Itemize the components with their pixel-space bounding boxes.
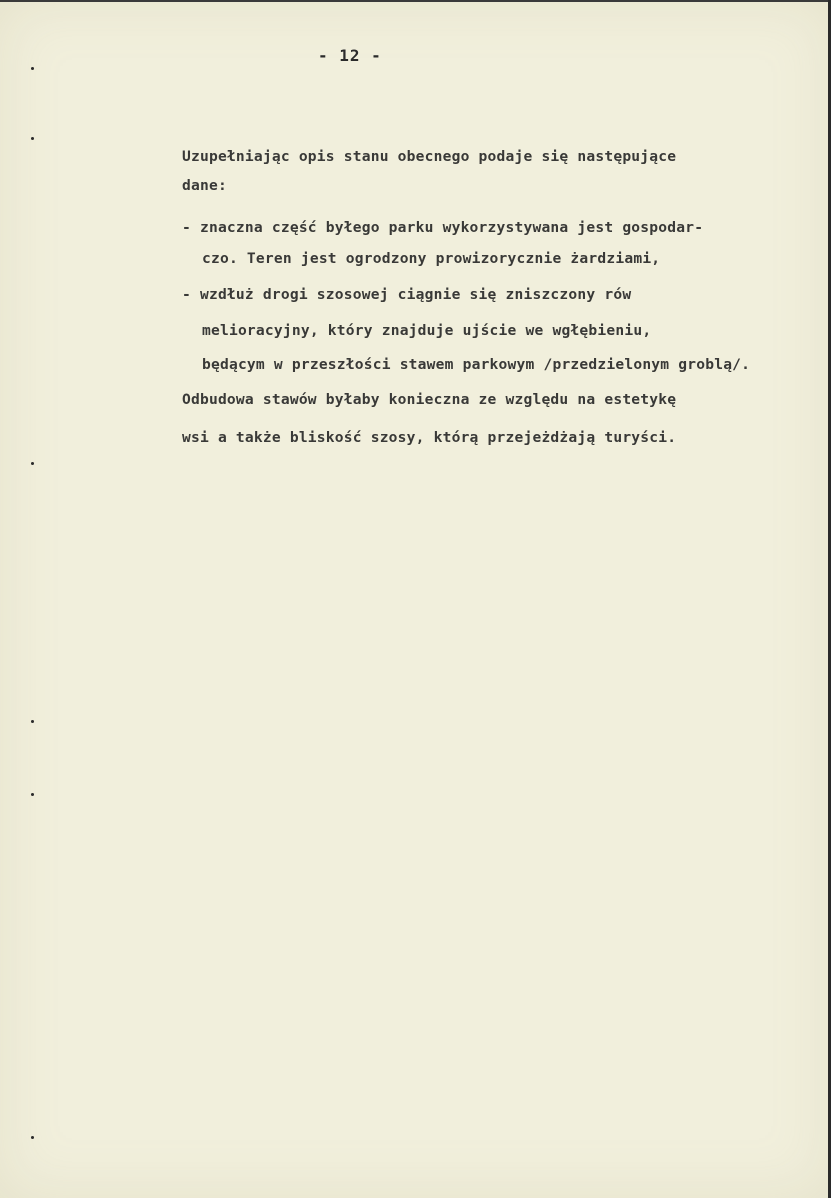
text-line: będącym w przeszłości stawem parkowym /przedzielonym groblą/. bbox=[202, 356, 751, 373]
binder-hole-mark bbox=[31, 462, 34, 465]
text-line: - znaczna część byłego parku wykorzystywana jest gospodar- bbox=[182, 219, 704, 236]
binder-hole-mark bbox=[31, 137, 34, 140]
text-line: Odbudowa stawów byłaby konieczna ze względu na estetykę bbox=[182, 391, 677, 408]
text-line: melioracyjny, który znajduje ujście we wgłębieniu, bbox=[202, 322, 652, 339]
page-number: - 12 - bbox=[318, 46, 382, 65]
text-line: czo. Teren jest ogrodzony prowizorycznie żardziami, bbox=[202, 250, 661, 267]
binder-hole-mark bbox=[31, 793, 34, 796]
text-line: wsi a także bliskość szosy, którą przejeżdżają turyści. bbox=[182, 429, 677, 446]
binder-hole-mark bbox=[31, 1136, 34, 1139]
binder-hole-mark bbox=[31, 720, 34, 723]
text-line: dane: bbox=[182, 177, 227, 194]
text-line: Uzupełniając opis stanu obecnego podaje się następujące bbox=[182, 148, 677, 165]
text-line: - wzdłuż drogi szosowej ciągnie się zniszczony rów bbox=[182, 286, 632, 303]
binder-hole-mark bbox=[31, 67, 34, 70]
page-top-edge bbox=[0, 0, 831, 2]
